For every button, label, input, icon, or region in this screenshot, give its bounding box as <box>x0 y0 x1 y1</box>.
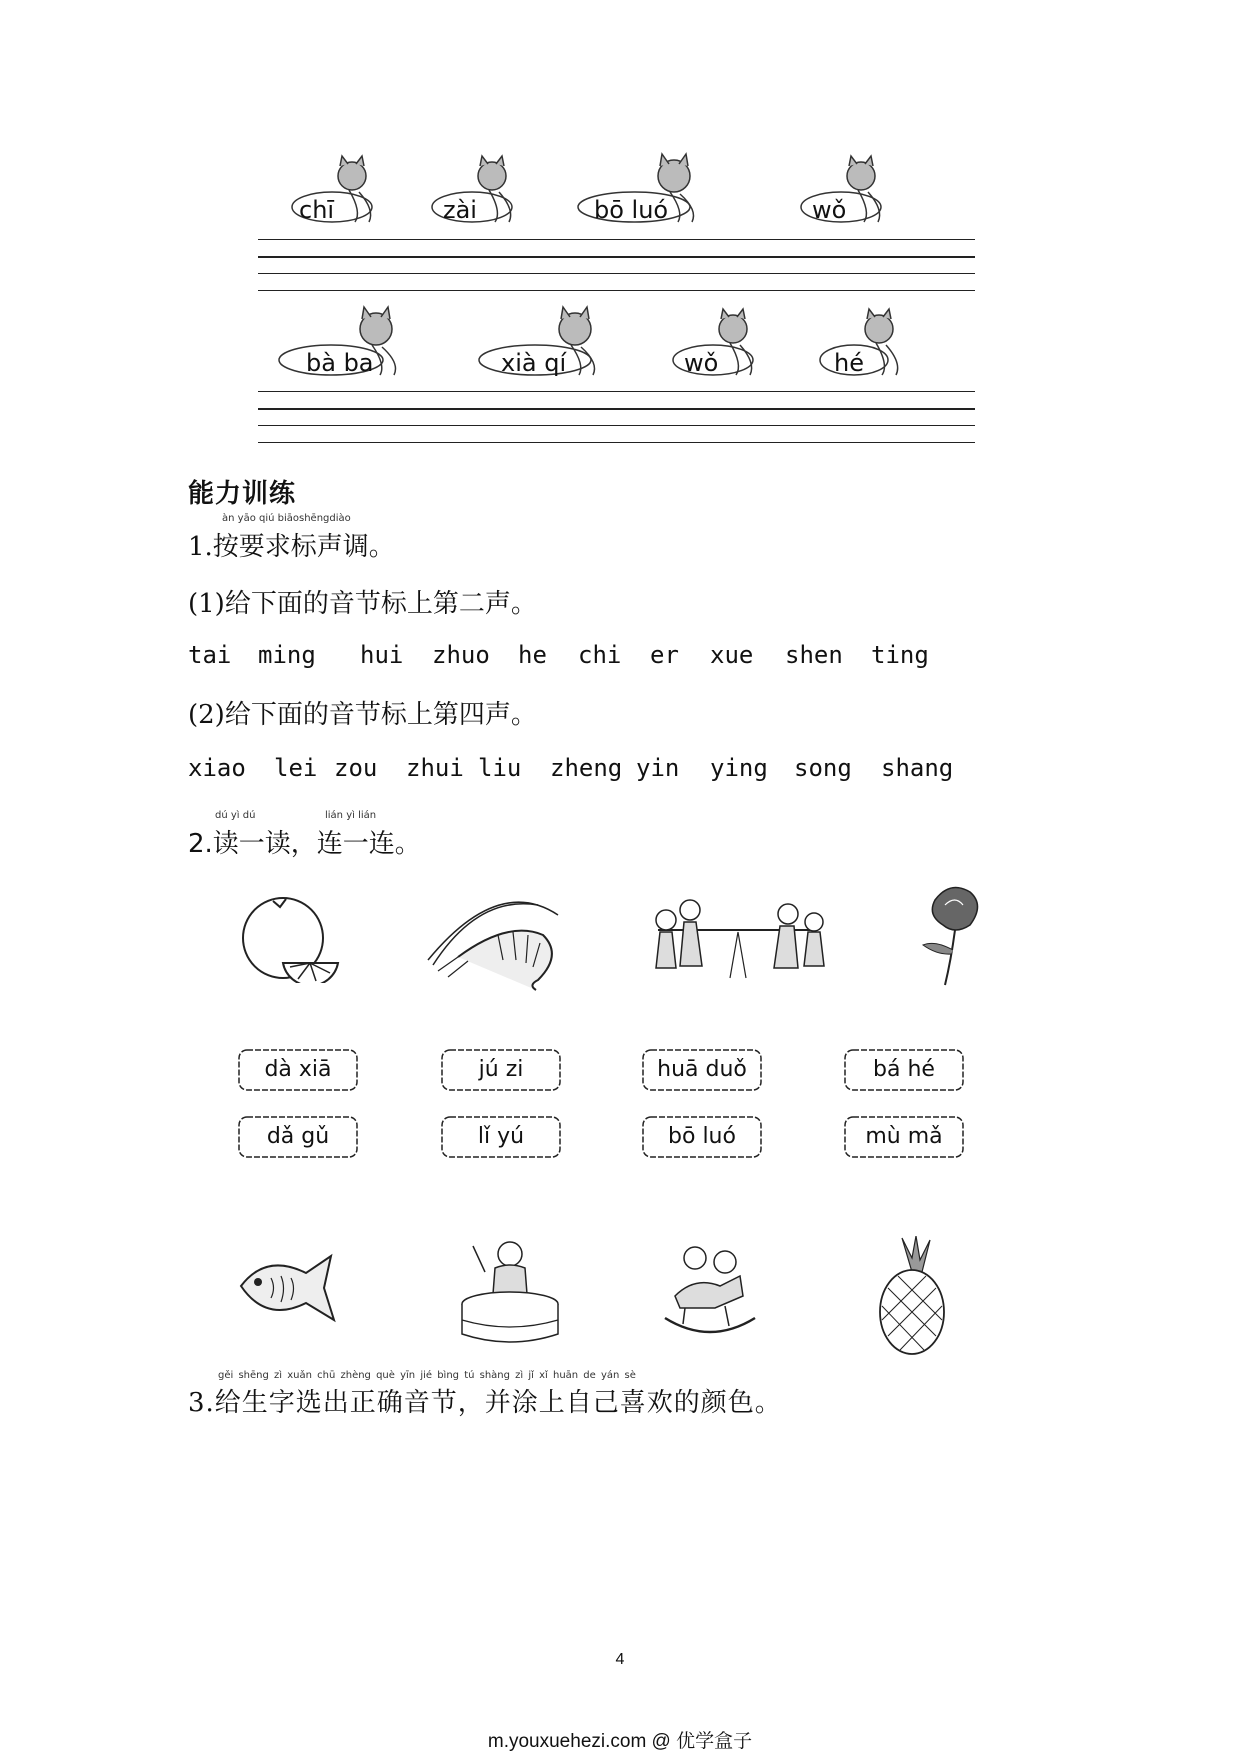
pinyin-box[interactable] <box>641 1048 763 1092</box>
syllable: ting <box>871 641 929 669</box>
syllable: liu <box>478 754 522 782</box>
q3-pinyin: gěi shēng zì xuǎn chū zhèng què yīn jié bìng tú shàng zì jǐ xǐ huān de yán sè <box>218 1370 636 1381</box>
cat-syllable: hé <box>834 349 864 377</box>
syllable: zhui <box>406 754 464 782</box>
syllable: er <box>650 641 679 669</box>
cat-card-7 <box>668 305 778 385</box>
q1-sub1: (1)给下面的音节标上第二声。 <box>188 589 537 619</box>
pinyin-box[interactable] <box>237 1048 359 1092</box>
q1-pinyin: àn yāo qiú biāoshēngdiào <box>222 513 351 524</box>
pinyin-box[interactable] <box>641 1115 763 1159</box>
pinyin-box[interactable] <box>440 1048 562 1092</box>
rose-picture <box>905 880 995 990</box>
q1-syllables-line-2 <box>188 754 968 784</box>
rocking-horse-picture <box>655 1236 765 1346</box>
cat-icon <box>814 305 924 385</box>
cat-syllable: bà ba <box>306 349 374 377</box>
pinyin-box[interactable] <box>440 1115 562 1159</box>
fish-picture <box>236 1248 346 1328</box>
syllable: ming <box>258 641 316 669</box>
writing-line <box>258 391 975 392</box>
pinyin-box[interactable] <box>237 1115 359 1159</box>
syllable: hui <box>360 641 404 669</box>
q2-pinyin-a: dú yì dú <box>215 810 256 821</box>
syllable: tai <box>188 641 232 669</box>
cat-card-8 <box>814 305 924 385</box>
pinyin-box-label: dà xiā <box>264 1057 332 1082</box>
page-number: 4 <box>615 1651 625 1668</box>
syllable: xiao <box>188 754 246 782</box>
writing-line <box>258 239 975 240</box>
cat-card-3 <box>574 152 724 232</box>
cat-syllable: wǒ <box>684 349 719 377</box>
writing-line <box>258 408 975 410</box>
cat-card-1 <box>287 152 397 232</box>
pinyin-box-label: huā duǒ <box>657 1057 747 1082</box>
pinyin-box-label: mù mǎ <box>865 1124 943 1149</box>
cat-syllable: bō luó <box>594 196 669 224</box>
syllable: zhuo <box>432 641 490 669</box>
writing-line <box>258 256 975 258</box>
syllable: zheng <box>550 754 623 782</box>
drum-picture <box>455 1232 565 1352</box>
writing-line <box>258 425 975 426</box>
footer-text: m.youxuehezi.com @ 优学盒子 <box>487 1731 753 1752</box>
cat-card-6 <box>475 305 625 385</box>
syllable: lei <box>274 754 318 782</box>
pinyin-box-label: bō luó <box>668 1124 736 1149</box>
cat-syllable: wǒ <box>812 196 847 224</box>
orange-picture <box>238 893 348 983</box>
pinyin-box-label: dǎ gǔ <box>266 1124 330 1149</box>
cat-syllable: chī <box>299 196 335 224</box>
q2-pinyin-b: lián yì lián <box>325 810 377 821</box>
cat-card-2 <box>427 152 537 232</box>
pinyin-box[interactable] <box>843 1048 965 1092</box>
cat-card-4 <box>796 152 906 232</box>
pineapple-picture <box>872 1236 952 1356</box>
section-title: 能力训练 <box>188 479 297 509</box>
writing-line <box>258 290 975 291</box>
shrimp-picture <box>418 885 578 995</box>
syllable: zou <box>334 754 378 782</box>
q3-title: 3.给生字选出正确音节，并涂上自己喜欢的颜色。 <box>188 1388 782 1418</box>
syllable: ying <box>710 754 768 782</box>
syllable: shang <box>881 754 954 782</box>
pinyin-box-label: jú zi <box>478 1057 524 1082</box>
pinyin-box[interactable] <box>843 1115 965 1159</box>
cat-syllable: zài <box>443 196 477 224</box>
syllable: he <box>518 641 547 669</box>
cat-syllable: xià qí <box>501 349 567 377</box>
q2-title: 2.读一读，连一连。 <box>188 829 421 859</box>
pinyin-box-label: bá hé <box>873 1057 935 1082</box>
writing-line <box>258 442 975 443</box>
pinyin-box-label: lǐ yú <box>477 1124 525 1149</box>
tug-of-war-picture <box>638 888 838 988</box>
syllable: yin <box>636 754 680 782</box>
syllable: song <box>794 754 852 782</box>
syllable: chi <box>578 641 622 669</box>
cat-card-5 <box>276 305 426 385</box>
writing-line <box>258 273 975 274</box>
syllable: shen <box>785 641 843 669</box>
q1-syllables-line-1 <box>188 641 948 671</box>
q1-title: 1.按要求标声调。 <box>188 532 395 562</box>
syllable: xue <box>710 641 754 669</box>
q1-sub2: (2)给下面的音节标上第四声。 <box>188 700 537 730</box>
